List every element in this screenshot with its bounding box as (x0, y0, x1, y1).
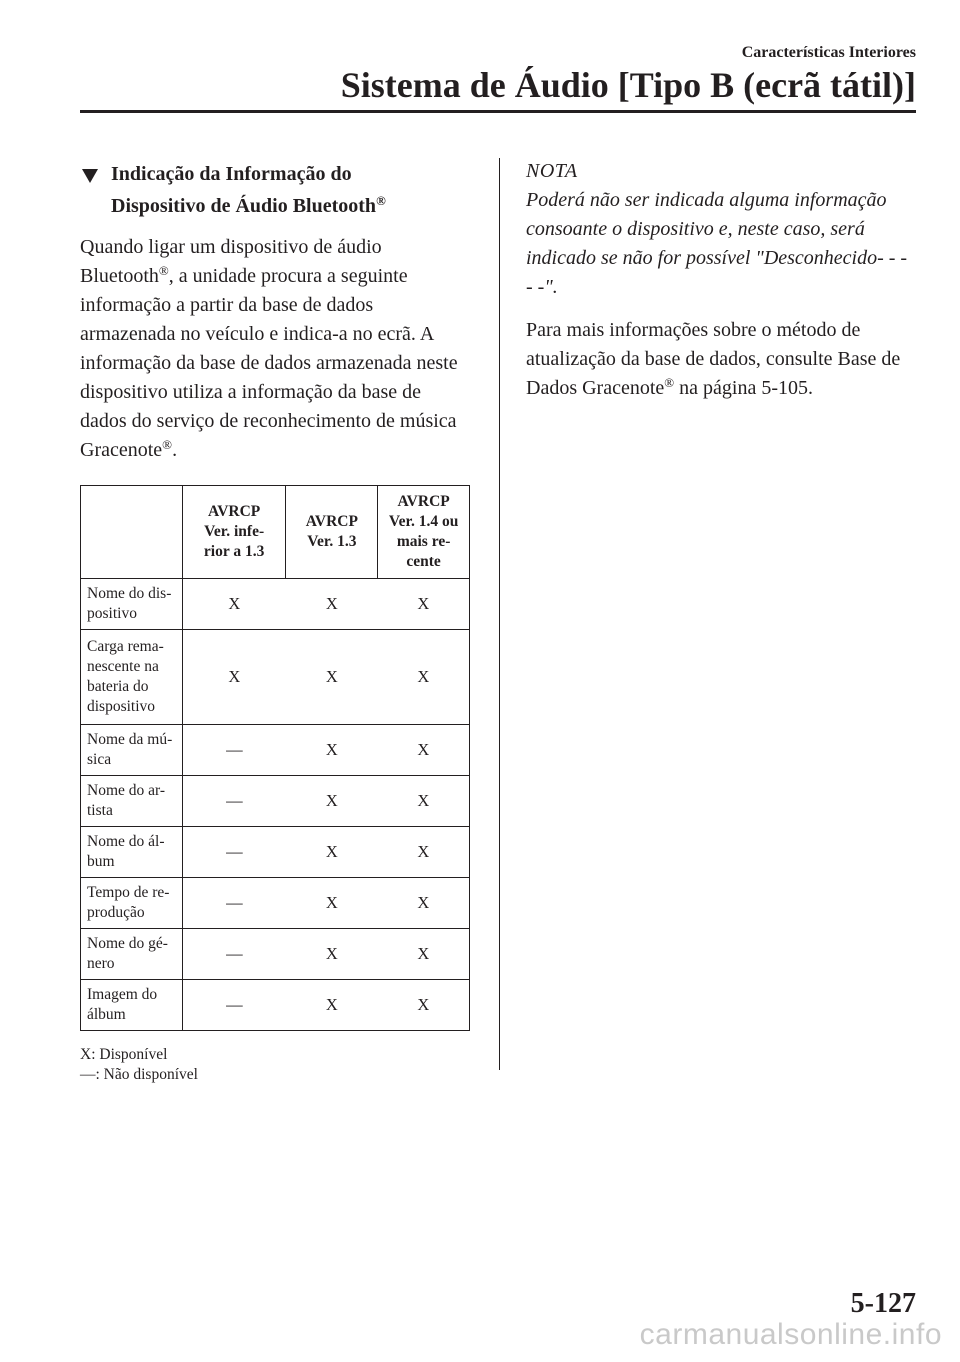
cell-value: X (378, 579, 470, 630)
section-heading (80, 158, 472, 222)
intro-text-b: , a unidade procura a seguinte informação a partir da base de dados armazenada no veículo e indica-a no ecrã. A informação da base de dados armazenada neste dispositivo utiliza a informação da base de dados do serviço de reconhecimento de música Gracenote (80, 265, 458, 461)
avrcp-info-table (80, 485, 470, 1031)
row-label: Nome do gé- nero (81, 929, 183, 980)
table-row (81, 980, 470, 1031)
triangle-bullet-icon (82, 169, 98, 183)
row-label: Tempo de re- produção (81, 878, 183, 929)
cell-value: — (182, 827, 286, 878)
table-legend (80, 1045, 472, 1085)
cell-value: X (286, 929, 378, 980)
cell-value: X (378, 980, 470, 1031)
table-row (81, 878, 470, 929)
cell-value: X (378, 630, 470, 725)
row-label: Nome do ar- tista (81, 776, 183, 827)
watermark: carmanualsonline.info (639, 1318, 942, 1351)
row-label: Nome do dis- positivo (81, 579, 183, 630)
registered-mark: ® (158, 263, 169, 278)
more-info-text-a: Para mais informações sobre o método de atualização da base de dados, consulte Base de Dados Gracenote (526, 319, 901, 399)
table-row (81, 725, 470, 776)
more-info-text-b: na página 5-105. (674, 377, 814, 399)
table-header-cell: AVRCP Ver. 1.3 (286, 486, 378, 579)
cell-value: X (286, 725, 378, 776)
section-heading-line2: Dispositivo de Áudio Bluetooth (111, 195, 377, 217)
intro-text-c: . (172, 439, 178, 461)
right-column (526, 158, 916, 403)
header-divider (80, 110, 916, 113)
row-label: Nome do ál- bum (81, 827, 183, 878)
cell-value: X (286, 827, 378, 878)
cell-value: X (378, 827, 470, 878)
cell-value: — (182, 776, 286, 827)
registered-mark: ® (162, 437, 173, 452)
row-label: Imagem do álbum (81, 980, 183, 1031)
table-row (81, 776, 470, 827)
left-column (80, 158, 472, 1085)
registered-mark: ® (376, 193, 386, 208)
cell-value: X (378, 725, 470, 776)
table-row (81, 630, 470, 725)
table-header-cell: AVRCP Ver. 1.4 ou mais re- cente (378, 486, 470, 579)
page-title: Sistema de Áudio [Tipo B (ecrã tátil)] (340, 65, 916, 105)
cell-value: X (182, 579, 286, 630)
page-number: 5-127 (850, 1288, 916, 1319)
table-row (81, 827, 470, 878)
table-header-cell: AVRCP Ver. infe- rior a 1.3 (182, 486, 286, 579)
cell-value: X (182, 630, 286, 725)
legend-available: X: Disponível (80, 1046, 168, 1063)
cell-value: X (286, 630, 378, 725)
cell-value: X (378, 776, 470, 827)
more-info-paragraph (526, 316, 916, 403)
note-text: Poderá não ser indicada alguma informação consoante o dispositivo e, neste caso, será indicado se não for possível "Desconhecido- - - - -". (526, 189, 908, 298)
row-label: Nome da mú- sica (81, 725, 183, 776)
section-heading-line1: Indicação da Informação do (111, 163, 352, 185)
table-row (81, 929, 470, 980)
header-section-label: Características Interiores (741, 44, 916, 61)
table-header-cell (81, 486, 183, 579)
registered-mark: ® (664, 375, 675, 390)
cell-value: X (378, 878, 470, 929)
cell-value: — (182, 725, 286, 776)
cell-value: — (182, 929, 286, 980)
cell-value: — (182, 878, 286, 929)
table-header-row (81, 486, 470, 579)
table-row (81, 579, 470, 630)
cell-value: X (286, 980, 378, 1031)
cell-value: — (182, 980, 286, 1031)
column-divider (499, 158, 500, 1070)
cell-value: X (286, 776, 378, 827)
cell-value: X (378, 929, 470, 980)
intro-text-a: Quando ligar um dispositivo de áudio Bluetooth (80, 236, 382, 287)
intro-paragraph (80, 233, 472, 465)
legend-unavailable: —: Não disponível (80, 1066, 198, 1083)
cell-value: X (286, 579, 378, 630)
note-title: NOTA (526, 160, 578, 182)
row-label: Carga rema- nescente na bateria do dispositivo (81, 630, 183, 725)
cell-value: X (286, 878, 378, 929)
